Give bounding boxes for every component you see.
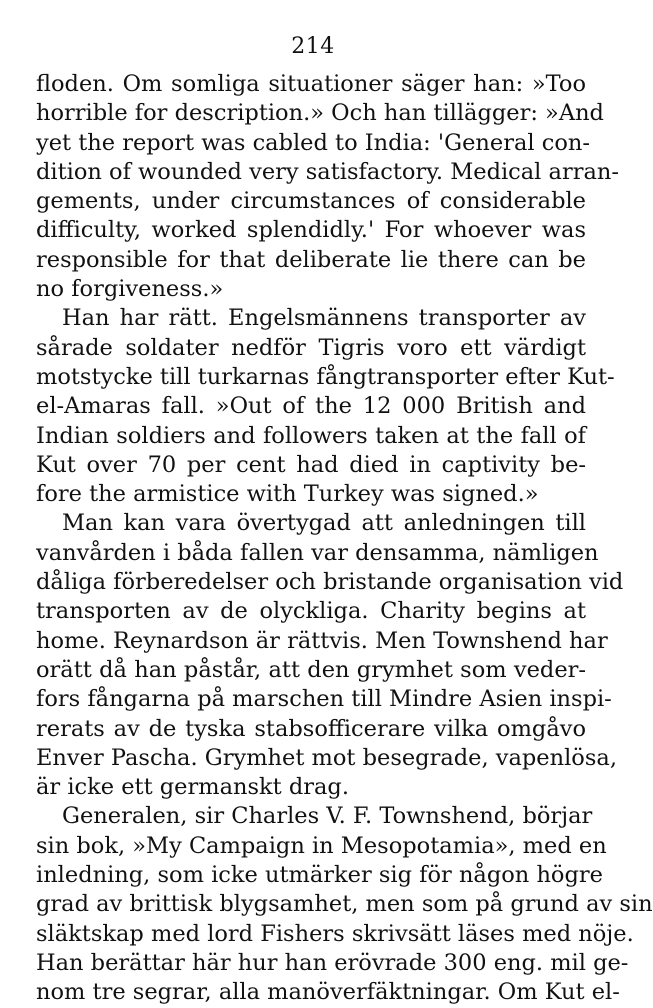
text-line: Han berättar här hur han erövrade 300 eng. mil ge- bbox=[36, 949, 629, 976]
text-line: floden. Om somliga situationer säger han: »Too bbox=[36, 71, 586, 97]
text-line: fore the armistice with Turkey was signed.» bbox=[36, 481, 539, 508]
text-line: fors fångarna på marschen till Mindre Asien inspi- bbox=[36, 686, 612, 713]
text-line: Kut over 70 per cent had died in captivity be- bbox=[36, 451, 586, 478]
text-line: Generalen, sir Charles V. F. Townshend, börjar bbox=[62, 803, 593, 830]
text-line: no forgiveness.» bbox=[36, 276, 224, 303]
text-line: yet the report was cabled to India: 'General con- bbox=[36, 129, 590, 156]
text-line: responsible for that deliberate lie there can be bbox=[36, 246, 586, 273]
text-line: motstycke till turkarnas fångtransporter efter Kut- bbox=[36, 363, 615, 390]
text-line: släktskap med lord Fishers skrivsätt läses med nöje. bbox=[36, 920, 634, 947]
paragraph-4 bbox=[36, 802, 653, 1007]
text-line: sin bok, »My Campaign in Mesopotamia», med en bbox=[36, 832, 607, 859]
text-line: vanvården i båda fallen var densamma, nämligen bbox=[36, 539, 599, 566]
paragraph-1 bbox=[36, 70, 619, 304]
text-line: orätt då han påstår, att den grymhet som veder- bbox=[36, 656, 586, 683]
text-line: gements, under circumstances of considerable bbox=[36, 188, 586, 215]
text-line: Enver Pascha. Grymhet mot besegrade, vapenlösa, bbox=[36, 744, 617, 771]
text-line: rerats av de tyska stabsofficerare vilka omgåvo bbox=[36, 715, 586, 742]
text-line: grad av brittisk blygsamhet, men som på grund av sin bbox=[36, 891, 653, 918]
paragraph-3 bbox=[36, 509, 624, 802]
text-line: sårade soldater nedför Tigris voro ett värdigt bbox=[36, 334, 586, 361]
text-line: inledning, som icke utmärker sig för någon högre bbox=[36, 862, 603, 889]
text-line: transporten av de olyckliga. Charity begins at bbox=[36, 598, 586, 625]
body-text bbox=[36, 70, 653, 1008]
page-number: 214 bbox=[291, 34, 335, 59]
text-line: Han har rätt. Engelsmännens transporter av bbox=[62, 305, 586, 332]
text-line: nom tre segrar, alla manöverfäktningar. Om Kut el- bbox=[36, 979, 620, 1006]
text-line: Man kan vara övertygad att anledningen till bbox=[62, 510, 586, 537]
text-line: el-Amaras fall. »Out of the 12 000 British and bbox=[36, 393, 586, 420]
text-line: Indian soldiers and followers taken at the fall of bbox=[36, 422, 586, 449]
text-line: är icke ett germanskt drag. bbox=[36, 774, 349, 801]
text-line: dåliga förberedelser och bristande organisation vid bbox=[36, 569, 624, 596]
text-line: horrible for description.» Och han tillägger: »And bbox=[36, 100, 604, 127]
text-line: home. Reynardson är rättvis. Men Townshend har bbox=[36, 627, 608, 654]
text-line: dition of wounded very satisfactory. Medical arran- bbox=[36, 158, 619, 185]
paragraph-2 bbox=[36, 304, 615, 509]
text-line: difficulty, worked splendidly.' For whoever was bbox=[36, 217, 586, 244]
